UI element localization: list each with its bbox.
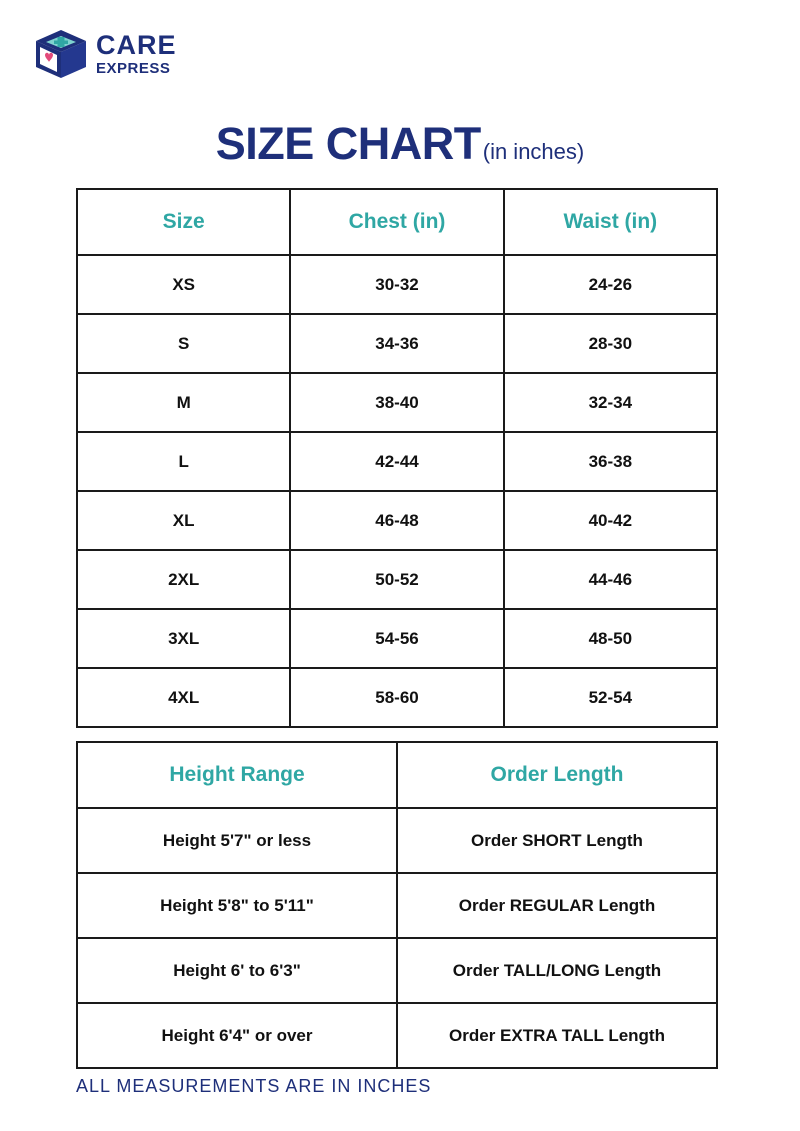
order-length-cell: Order EXTRA TALL Length: [397, 1003, 717, 1068]
size-cell: S: [77, 314, 290, 373]
brand-logo: [34, 28, 177, 80]
waist-cell: 32-34: [504, 373, 717, 432]
waist-cell: 36-38: [504, 432, 717, 491]
size-cell: 3XL: [77, 609, 290, 668]
table-row: [77, 938, 717, 1003]
table-row: [77, 808, 717, 873]
size-table: [76, 188, 718, 728]
chest-cell: 34-36: [290, 314, 503, 373]
size-cell: M: [77, 373, 290, 432]
table-row: [77, 668, 717, 727]
height-range-header: Height Range: [77, 742, 397, 808]
waist-cell: 24-26: [504, 255, 717, 314]
chest-cell: 50-52: [290, 550, 503, 609]
size-cell: XL: [77, 491, 290, 550]
height-table-header-row: [77, 742, 717, 808]
waist-cell: 40-42: [504, 491, 717, 550]
chest-cell: 38-40: [290, 373, 503, 432]
measurement-note: ALL MEASUREMENTS ARE IN INCHES: [76, 1076, 432, 1096]
order-length-cell: Order REGULAR Length: [397, 873, 717, 938]
table-row: [77, 314, 717, 373]
waist-cell: 52-54: [504, 668, 717, 727]
brand-name-line1: CARE: [96, 30, 177, 60]
order-length-header: Order Length: [397, 742, 717, 808]
page-subtitle: (in inches): [482, 139, 585, 164]
height-range-cell: Height 5'7" or less: [77, 808, 397, 873]
table-row: [77, 550, 717, 609]
chest-cell: 58-60: [290, 668, 503, 727]
chest-cell: 46-48: [290, 491, 503, 550]
table-row: [77, 373, 717, 432]
size-cell: L: [77, 432, 290, 491]
order-length-cell: Order SHORT Length: [397, 808, 717, 873]
size-table-header-row: [77, 189, 717, 255]
page-title: SIZE CHART: [215, 118, 481, 169]
size-cell: XS: [77, 255, 290, 314]
order-length-cell: Order TALL/LONG Length: [397, 938, 717, 1003]
table-row: [77, 873, 717, 938]
chest-cell: 30-32: [290, 255, 503, 314]
height-range-cell: Height 5'8" to 5'11": [77, 873, 397, 938]
page-title-block: [0, 118, 800, 170]
size-header: Size: [77, 189, 290, 255]
height-range-cell: Height 6'4" or over: [77, 1003, 397, 1068]
chest-cell: 54-56: [290, 609, 503, 668]
table-row: [77, 491, 717, 550]
waist-cell: 44-46: [504, 550, 717, 609]
table-row: [77, 1003, 717, 1068]
care-box-icon: [34, 28, 88, 80]
waist-cell: 48-50: [504, 609, 717, 668]
chest-cell: 42-44: [290, 432, 503, 491]
table-row: [77, 609, 717, 668]
brand-name-line2: EXPRESS: [96, 60, 171, 77]
waist-header: Waist (in): [504, 189, 717, 255]
size-cell: 4XL: [77, 668, 290, 727]
height-table: [76, 741, 718, 1069]
height-range-cell: Height 6' to 6'3": [77, 938, 397, 1003]
table-row: [77, 255, 717, 314]
waist-cell: 28-30: [504, 314, 717, 373]
chest-header: Chest (in): [290, 189, 503, 255]
size-cell: 2XL: [77, 550, 290, 609]
table-row: [77, 432, 717, 491]
